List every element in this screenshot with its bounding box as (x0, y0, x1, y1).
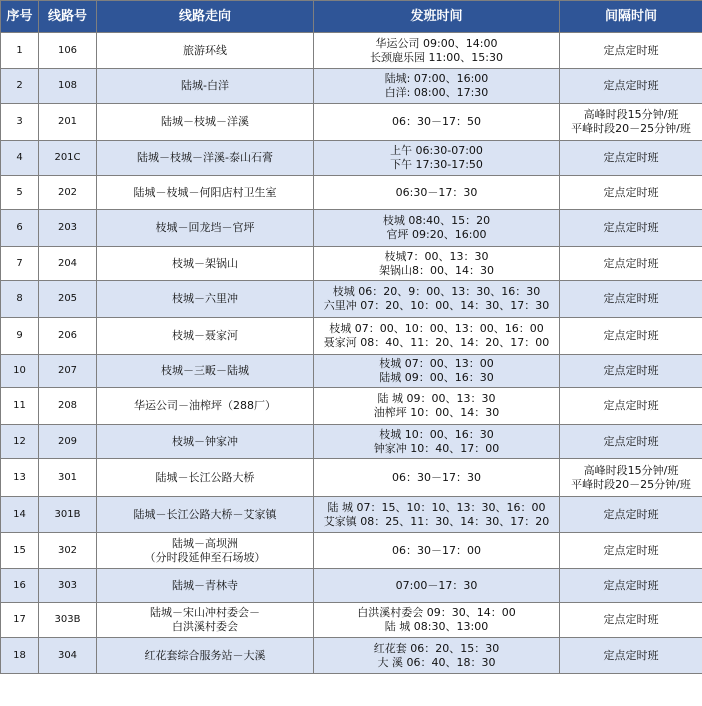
route-line: 陆城－高坝洲 (172, 536, 238, 550)
table-row (1, 247, 702, 281)
route-line: 枝城－回龙垱－官坪 (155, 221, 255, 234)
cell-schedule (314, 388, 560, 425)
schedule-line: 艾家镇 08：25、11：30、14：30、17：20 (323, 514, 550, 528)
schedule-line: 大 溪 06：40、18：30 (377, 655, 496, 669)
cell-line: 301B (39, 497, 97, 533)
interval-line: 定点定时班 (603, 613, 659, 626)
schedule-line: 枝城 06：20、9：00、13：30、16：30 (332, 285, 541, 298)
cell-schedule (314, 425, 560, 459)
cell-number: 7 (1, 247, 39, 281)
cell-interval (560, 33, 702, 69)
schedule-line: 六里冲 07：20、10：00、14：30、17：30 (323, 299, 550, 312)
route-line: 白洪溪村委会 (172, 620, 238, 633)
cell-schedule (314, 318, 560, 355)
interval-line: 定点定时班 (603, 79, 659, 92)
route-line: 枝城－聂家河 (172, 329, 238, 342)
cell-line: 208 (39, 388, 97, 425)
cell-route (97, 459, 314, 497)
cell-interval (560, 210, 702, 247)
route-line: 红花套综合服务站－大溪 (144, 648, 266, 662)
cell-line: 301 (39, 459, 97, 497)
cell-number: 10 (1, 355, 39, 388)
route-line: 华运公司－油榨坪（288厂） (134, 399, 276, 412)
table-row (1, 425, 702, 459)
cell-route (97, 176, 314, 210)
cell-number: 16 (1, 569, 39, 603)
header-interval: 间隔时间 (560, 1, 702, 33)
cell-number: 15 (1, 533, 39, 569)
interval-line: 定点定时班 (603, 648, 659, 662)
table-row (1, 355, 702, 388)
table-row (1, 533, 702, 569)
cell-schedule (314, 210, 560, 247)
cell-schedule (314, 141, 560, 176)
table-row (1, 69, 702, 104)
header-schedule: 发班时间 (314, 1, 560, 33)
cell-number: 13 (1, 459, 39, 497)
cell-route (97, 388, 314, 425)
cell-number: 2 (1, 69, 39, 104)
cell-number: 6 (1, 210, 39, 247)
cell-line: 204 (39, 247, 97, 281)
table-row (1, 459, 702, 497)
schedule-line: 红花套 06：20、15：30 (373, 641, 500, 655)
table-row (1, 388, 702, 425)
schedule-line: 上午 06:30-07:00 (390, 144, 483, 157)
table-row (1, 281, 702, 318)
interval-line: 定点定时班 (603, 256, 659, 270)
cell-schedule (314, 569, 560, 603)
route-line: 枝城－六里冲 (172, 292, 238, 305)
schedule-line: 枝城 08:40、15：20 (382, 214, 491, 227)
cell-interval (560, 141, 702, 176)
cell-route (97, 638, 314, 674)
table-row (1, 104, 702, 141)
schedule-line: 枝城 07：00、10：00、13：00、16：00 (329, 322, 544, 335)
interval-line: 定点定时班 (603, 185, 659, 199)
header-number: 序号 (1, 1, 39, 33)
cell-route (97, 318, 314, 355)
interval-line: 平峰时段20－25分钟/班 (571, 122, 691, 135)
route-line: （分时段延伸至石场坡） (144, 550, 266, 564)
cell-interval (560, 104, 702, 141)
schedule-line: 架锅山8：00、14：30 (379, 263, 494, 277)
route-line: 枝城－架锅山 (172, 256, 238, 270)
cell-line: 209 (39, 425, 97, 459)
schedule-line: 陆城 09：00、16：30 (379, 371, 494, 384)
cell-route (97, 425, 314, 459)
schedule-line: 07:00－17：30 (395, 578, 478, 592)
cell-line: 302 (39, 533, 97, 569)
cell-line: 201C (39, 141, 97, 176)
interval-line: 定点定时班 (603, 399, 659, 412)
cell-route (97, 69, 314, 104)
schedule-line: 长颈鹿乐园 11:00、15:30 (370, 50, 503, 64)
cell-interval (560, 425, 702, 459)
interval-line: 定点定时班 (603, 507, 659, 521)
schedule-line: 白洪溪村委会 09：30、14：00 (357, 606, 516, 619)
cell-line: 108 (39, 69, 97, 104)
cell-schedule (314, 247, 560, 281)
cell-interval (560, 497, 702, 533)
cell-number: 18 (1, 638, 39, 674)
interval-line: 定点定时班 (603, 434, 659, 448)
table-row (1, 141, 702, 176)
route-line: 陆城－长江公路大桥－艾家镇 (133, 507, 277, 521)
table-row (1, 210, 702, 247)
cell-interval (560, 281, 702, 318)
schedule-line: 陆 城 07：15、10：10、13：30、16：00 (327, 500, 546, 514)
table-row (1, 318, 702, 355)
route-line: 旅游环线 (183, 43, 227, 57)
route-line: 陆城－宋山冲村委会－ (150, 606, 260, 619)
route-line: 枝城－三畈－陆城 (161, 364, 249, 377)
schedule-line: 枝城 07：00、13：00 (379, 357, 494, 370)
interval-line: 高峰时段15分钟/班 (583, 463, 679, 477)
schedule-line: 陆城: 07:00、16:00 (384, 72, 489, 85)
table-row (1, 33, 702, 69)
cell-schedule (314, 104, 560, 141)
cell-schedule (314, 603, 560, 638)
interval-line: 定点定时班 (603, 578, 659, 592)
table-row (1, 638, 702, 674)
cell-interval (560, 569, 702, 603)
cell-number: 14 (1, 497, 39, 533)
cell-interval (560, 176, 702, 210)
cell-schedule (314, 638, 560, 674)
schedule-line: 华运公司 09:00、14:00 (375, 36, 498, 50)
route-line: 枝城－钟家冲 (172, 434, 238, 448)
schedule-line: 白洋: 08:00、17:30 (384, 86, 489, 99)
cell-number: 8 (1, 281, 39, 318)
cell-line: 206 (39, 318, 97, 355)
cell-number: 9 (1, 318, 39, 355)
interval-line: 定点定时班 (603, 151, 659, 164)
cell-interval (560, 388, 702, 425)
cell-line: 106 (39, 33, 97, 69)
cell-line: 303B (39, 603, 97, 638)
cell-route (97, 569, 314, 603)
header-route: 线路走向 (97, 1, 314, 33)
cell-route (97, 355, 314, 388)
interval-line: 定点定时班 (603, 43, 659, 57)
schedule-line: 06：30－17：50 (392, 115, 481, 128)
cell-schedule (314, 497, 560, 533)
interval-line: 平峰时段20－25分钟/班 (571, 477, 691, 491)
route-line: 陆城－青林寺 (172, 578, 238, 592)
schedule-line: 官坪 09:20、16:00 (386, 228, 487, 241)
schedule-line: 06:30－17：30 (395, 185, 478, 199)
cell-interval (560, 638, 702, 674)
schedule-line: 油榨坪 10：00、14：30 (373, 406, 500, 419)
schedule-line: 陆 城 08:30、13:00 (384, 620, 489, 633)
interval-line: 定点定时班 (603, 329, 659, 342)
cell-interval (560, 533, 702, 569)
table-row (1, 497, 702, 533)
cell-schedule (314, 33, 560, 69)
schedule-line: 枝城 10：00、16：30 (379, 427, 494, 441)
cell-line: 303 (39, 569, 97, 603)
cell-route (97, 104, 314, 141)
cell-line: 202 (39, 176, 97, 210)
cell-number: 17 (1, 603, 39, 638)
cell-interval (560, 459, 702, 497)
cell-number: 12 (1, 425, 39, 459)
cell-number: 3 (1, 104, 39, 141)
interval-line: 定点定时班 (603, 292, 659, 305)
cell-number: 11 (1, 388, 39, 425)
cell-schedule (314, 355, 560, 388)
cell-interval (560, 69, 702, 104)
route-line: 陆城-白洋 (181, 79, 229, 92)
cell-line: 201 (39, 104, 97, 141)
cell-route (97, 247, 314, 281)
table-row (1, 603, 702, 638)
route-line: 陆城－枝城－洋溪-泰山石膏 (137, 151, 273, 164)
cell-route (97, 210, 314, 247)
cell-number: 1 (1, 33, 39, 69)
cell-line: 207 (39, 355, 97, 388)
cell-route (97, 281, 314, 318)
cell-route (97, 603, 314, 638)
cell-schedule (314, 176, 560, 210)
interval-line: 定点定时班 (603, 364, 659, 377)
cell-number: 4 (1, 141, 39, 176)
cell-line: 205 (39, 281, 97, 318)
cell-schedule (314, 281, 560, 318)
cell-number: 5 (1, 176, 39, 210)
cell-interval (560, 247, 702, 281)
interval-line: 高峰时段15分钟/班 (583, 108, 679, 121)
cell-line: 203 (39, 210, 97, 247)
cell-route (97, 141, 314, 176)
cell-schedule (314, 533, 560, 569)
schedule-line: 聂家河 08：40、11：20、14：20、17：00 (323, 336, 550, 349)
schedule-line: 枝城7：00、13：30 (384, 249, 489, 263)
cell-route (97, 497, 314, 533)
schedule-line: 钟家冲 10：40、17：00 (373, 441, 500, 455)
cell-schedule (314, 69, 560, 104)
cell-route (97, 33, 314, 69)
cell-route (97, 533, 314, 569)
cell-interval (560, 318, 702, 355)
cell-interval (560, 603, 702, 638)
schedule-line: 06：30－17：30 (392, 470, 481, 484)
route-line: 陆城－枝城－何阳店村卫生室 (133, 185, 277, 199)
schedule-line: 06：30－17：00 (392, 543, 481, 557)
cell-schedule (314, 459, 560, 497)
table-row (1, 176, 702, 210)
cell-line: 304 (39, 638, 97, 674)
interval-line: 定点定时班 (603, 543, 659, 557)
interval-line: 定点定时班 (603, 221, 659, 234)
header-line: 线路号 (39, 1, 97, 33)
header-row (1, 1, 702, 33)
schedule-line: 陆 城 09：00、13：30 (377, 392, 496, 405)
table-row (1, 569, 702, 603)
cell-interval (560, 355, 702, 388)
route-line: 陆城－枝城－洋溪 (161, 115, 249, 128)
route-line: 陆城－长江公路大桥 (155, 470, 255, 484)
schedule-line: 下午 17:30-17:50 (390, 158, 483, 171)
